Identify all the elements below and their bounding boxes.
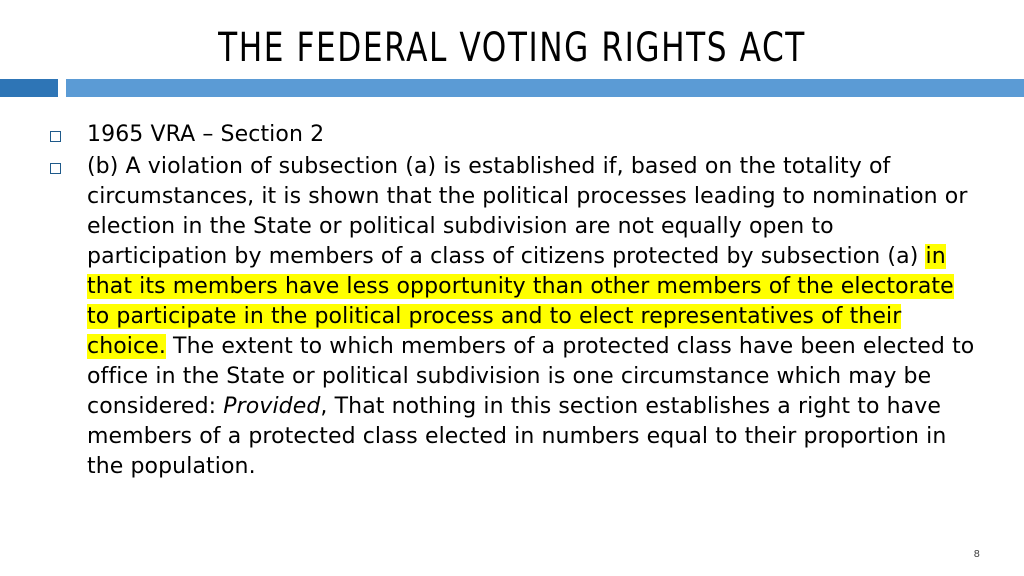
accent-bar-right bbox=[66, 79, 1024, 97]
bullet-item-subsection-b bbox=[50, 152, 980, 482]
page-number: 8 bbox=[973, 549, 980, 560]
bullet-item-section bbox=[50, 120, 980, 150]
square-bullet-icon bbox=[50, 163, 61, 174]
slide-title: THE FEDERAL VOTING RIGHTS ACT bbox=[218, 25, 806, 71]
statute-text: , That nothing in this section establishes a right to have members of a protected class elected in numbers equal to their proportion in the population. bbox=[87, 394, 947, 479]
slide-content bbox=[50, 120, 980, 484]
statute-italic-term: Provided bbox=[223, 394, 321, 419]
highlighted-statute-text: in that its members have less opportunity than other members of the electorate to participate in the political process and to elect representatives of their choice. bbox=[87, 244, 954, 359]
accent-bar-left bbox=[0, 79, 58, 97]
statute-text: (b) A violation of subsection (a) is established if, based on the totality of circumstances, it is shown that the political processes leading to nomination or election in the State or political subdivision are not equally open to participation by members of a class of citizens protected by subsection (a) bbox=[87, 154, 968, 269]
square-bullet-icon bbox=[50, 131, 61, 142]
bullet-text bbox=[87, 152, 980, 482]
statute-text: The extent to which members of a protected class have been elected to office in the State or political subdivision is one circumstance which may be considered: bbox=[87, 334, 975, 419]
bullet-text: 1965 VRA – Section 2 bbox=[87, 122, 325, 147]
